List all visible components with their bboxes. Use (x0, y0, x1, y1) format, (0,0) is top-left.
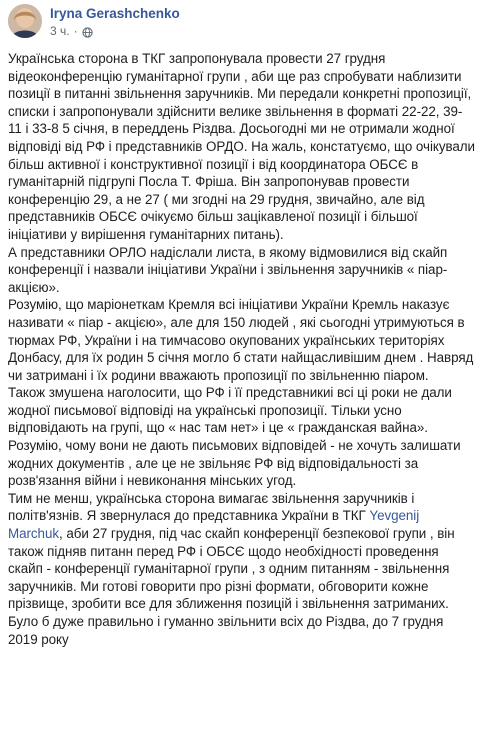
globe-icon (82, 26, 93, 37)
post-paragraph-4: Також змушена наголосити, що РФ і її представникиі всі ці роки не дали жодної письмової відповіді на українські пропозиції. Тільки усно відповідають на групі, що « нас там нет» і це « гражданская вайна». Розумію, чому вони не дають письмових відповідей - не хочуть залишати жодних документів , але це не звільняє РФ від відповідальності за розв'язання війни і невиконання мінських угод. (8, 385, 461, 489)
post-paragraph-1: Українська сторона в ТКГ запропонувала провести 27 грудня відеоконференцію гуманітарної групи , аби ще раз спробувати наблизити позиції в питанні звільнення заручників. Ми передали конкретні пропозиції, списки і запропонували здійснити велике звільнення в форматі 22-22, 39-11 і 33-8 5 січня, в переддень Різдва. Досьогодні ми не отримали жодної відповіді від РФ і представників ОРДО. На жаль, констатуємо, що очікували більш активної і конструктивної позиції і від координатора ОБСЄ в гуманітарній підгрупі Посла Т. Фріша. Він запропонував провести конференцію 29, а не 27 ( ми згодні на 29 грудня, звичайно, але від представників ОБСЄ очікуємо більш зацікавленої позиції і більшої ініціативи у вирішення гуманітарних питань). (8, 51, 475, 242)
post-meta (50, 4, 180, 39)
mention-link[interactable]: Yevgenij Marchuk (8, 508, 420, 542)
post-body (8, 50, 476, 648)
post-paragraph-3: Розумію, що маріонеткам Кремля всі ініціативи України Кремль наказує називати « піар - акцією», але для 150 людей , які сьогодні утримуються в тюрмах РФ, України і на тимчасово окупованих українських територіях Донбасу, для їх родин 5 січня могло б стати найщасливішим днем . Навряд чи затримані і їх родини вважають пропозиції по звільненню піаром. (8, 297, 474, 383)
post-header (8, 0, 476, 50)
separator-dot: · (73, 24, 78, 38)
author-name[interactable]: Iryna Gerashchenko (50, 6, 180, 21)
paragraph-5-text-start: Тим не менш, українська сторона вимагає звільнення заручників і політв'язнів. Я звернулася до представника України в ТКГ (8, 490, 415, 524)
post-timestamp[interactable]: 3 ч. (50, 24, 70, 38)
post-subline (50, 23, 180, 39)
post-paragraph-5 (8, 490, 476, 648)
paragraph-5-text-end: , аби 27 грудня, під час скайп конференції безпекової групи , він також підняв питанн перед РФ і ОБСЄ щодо необхідності проведення скайп - конференції гуманітарної групи , з одним питанням - звільнення заручників. Ми готові говорити про різні формати, обговорити кожне прізвище, зробити все для зближення позицій і звільнення затриманих. Було б дуже правильно і гуманно звільнити всіх до Різдва, до 7 грудня 2019 року (8, 526, 455, 647)
author-avatar[interactable] (8, 4, 42, 38)
avatar-image (8, 4, 42, 38)
post-paragraph-2: А представники ОРЛО надіслали листа, в якому відмовилися від скайп конференції і назвали ініціативи України і звільнення заручників « піар-акцією». (8, 244, 448, 295)
